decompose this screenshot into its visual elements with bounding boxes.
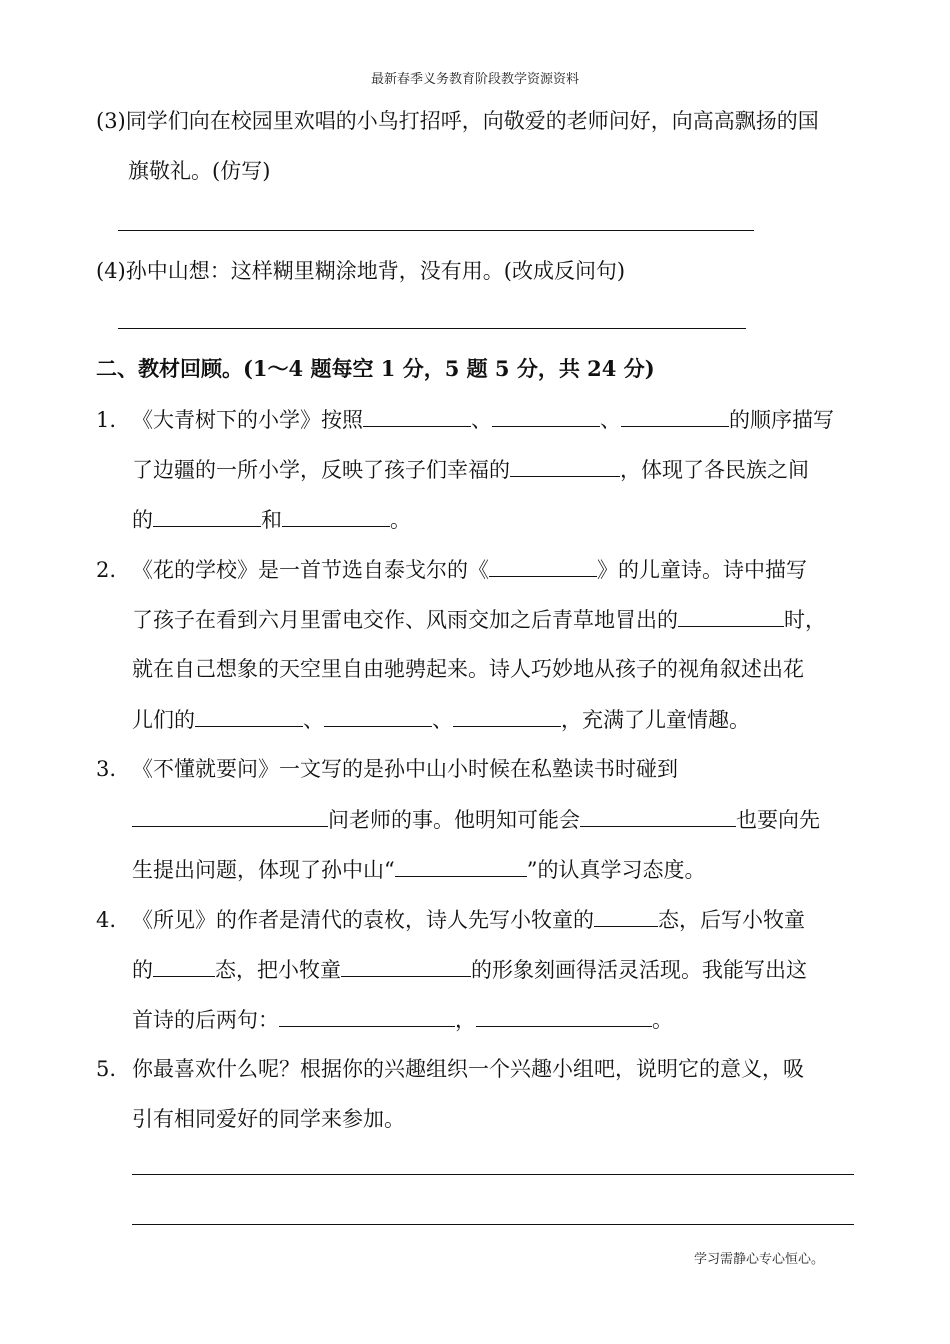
- fill-blank[interactable]: [341, 954, 471, 977]
- question-3-line-1: (3)同学们向在校园里欢唱的小鸟打招呼，向敬爱的老师问好，向高高飘扬的国: [96, 109, 819, 133]
- question-3-line-2: 问老师的事。他明知可能会 也要向先: [132, 804, 820, 835]
- question-2-line-3: 就在自己想象的天空里自由驰骋起来。诗人巧妙地从孩子的视角叙述出花: [132, 657, 804, 681]
- fill-blank[interactable]: [132, 804, 328, 827]
- fill-blank[interactable]: [195, 704, 303, 727]
- fill-blank[interactable]: [476, 1004, 652, 1027]
- question-1-line-3: 的 和 。: [132, 504, 411, 535]
- fill-blank[interactable]: [153, 504, 261, 527]
- question-number: 1.: [96, 408, 117, 432]
- answer-line-q5-1[interactable]: [132, 1174, 854, 1175]
- question-4-line-2: 的 态，把小牧童 的形象刻画得活灵活现。我能写出这: [132, 954, 807, 985]
- question-1-line-1: 1. 《大青树下的小学》按照 、 、 的顺序描写: [96, 404, 834, 435]
- fill-blank[interactable]: [489, 554, 597, 577]
- fill-blank[interactable]: [621, 404, 729, 427]
- fill-blank[interactable]: [324, 704, 432, 727]
- section-2-title: 二、教材回顾。(1～4 题每空 1 分，5 题 5 分，共 24 分): [96, 356, 655, 381]
- page-footer: 学习需静心专心恒心。: [694, 1252, 825, 1267]
- question-2-line-4: 儿们的 、 、 ，充满了儿童情趣。: [132, 704, 750, 735]
- answer-line-q4[interactable]: [118, 328, 746, 329]
- question-5-line-2: 引有相同爱好的同学来参加。: [132, 1107, 405, 1131]
- question-number: 3.: [96, 757, 117, 781]
- fill-blank[interactable]: [492, 404, 600, 427]
- question-3-line-3: 生提出问题，体现了孙中山“ ”的认真学习态度。: [132, 854, 706, 885]
- question-number: 5.: [96, 1057, 117, 1081]
- question-4-line-3: 首诗的后两句： ， 。: [132, 1004, 673, 1035]
- question-number: 4.: [96, 908, 117, 932]
- answer-line-q5-2[interactable]: [132, 1224, 854, 1225]
- fill-blank[interactable]: [453, 704, 561, 727]
- fill-blank[interactable]: [282, 504, 390, 527]
- question-2-line-2: 了孩子在看到六月里雷电交作、风雨交加之后青草地冒出的 时，: [132, 604, 826, 635]
- fill-blank[interactable]: [510, 454, 620, 477]
- question-2-line-1: 2. 《花的学校》是一首节选自泰戈尔的《 》的儿童诗。诗中描写: [96, 554, 807, 585]
- fill-blank[interactable]: [594, 904, 658, 927]
- question-3-line-2: 旗敬礼。(仿写): [128, 159, 271, 183]
- fill-blank[interactable]: [395, 854, 527, 877]
- question-5-line-1: 5. 你最喜欢什么呢？根据你的兴趣组织一个兴趣小组吧，说明它的意义，吸: [96, 1054, 804, 1084]
- question-4-line-1: (4)孙中山想：这样糊里糊涂地背，没有用。(改成反问句): [96, 259, 626, 283]
- question-4-line-1: 4. 《所见》的作者是清代的袁枚，诗人先写小牧童的 态，后写小牧童: [96, 904, 805, 935]
- fill-blank[interactable]: [363, 404, 471, 427]
- fill-blank[interactable]: [279, 1004, 455, 1027]
- question-3-line-1: 3. 《不懂就要问》一文写的是孙中山小时候在私塾读书时碰到: [96, 754, 678, 784]
- question-1-line-2: 了边疆的一所小学，反映了孩子们幸福的 ，体现了各民族之间: [132, 454, 809, 485]
- answer-line-q3[interactable]: [118, 230, 754, 231]
- page-header: 最新春季义务教育阶段教学资源资料: [370, 72, 579, 87]
- question-number: 2.: [96, 558, 117, 582]
- fill-blank[interactable]: [153, 954, 215, 977]
- fill-blank[interactable]: [678, 604, 784, 627]
- fill-blank[interactable]: [580, 804, 736, 827]
